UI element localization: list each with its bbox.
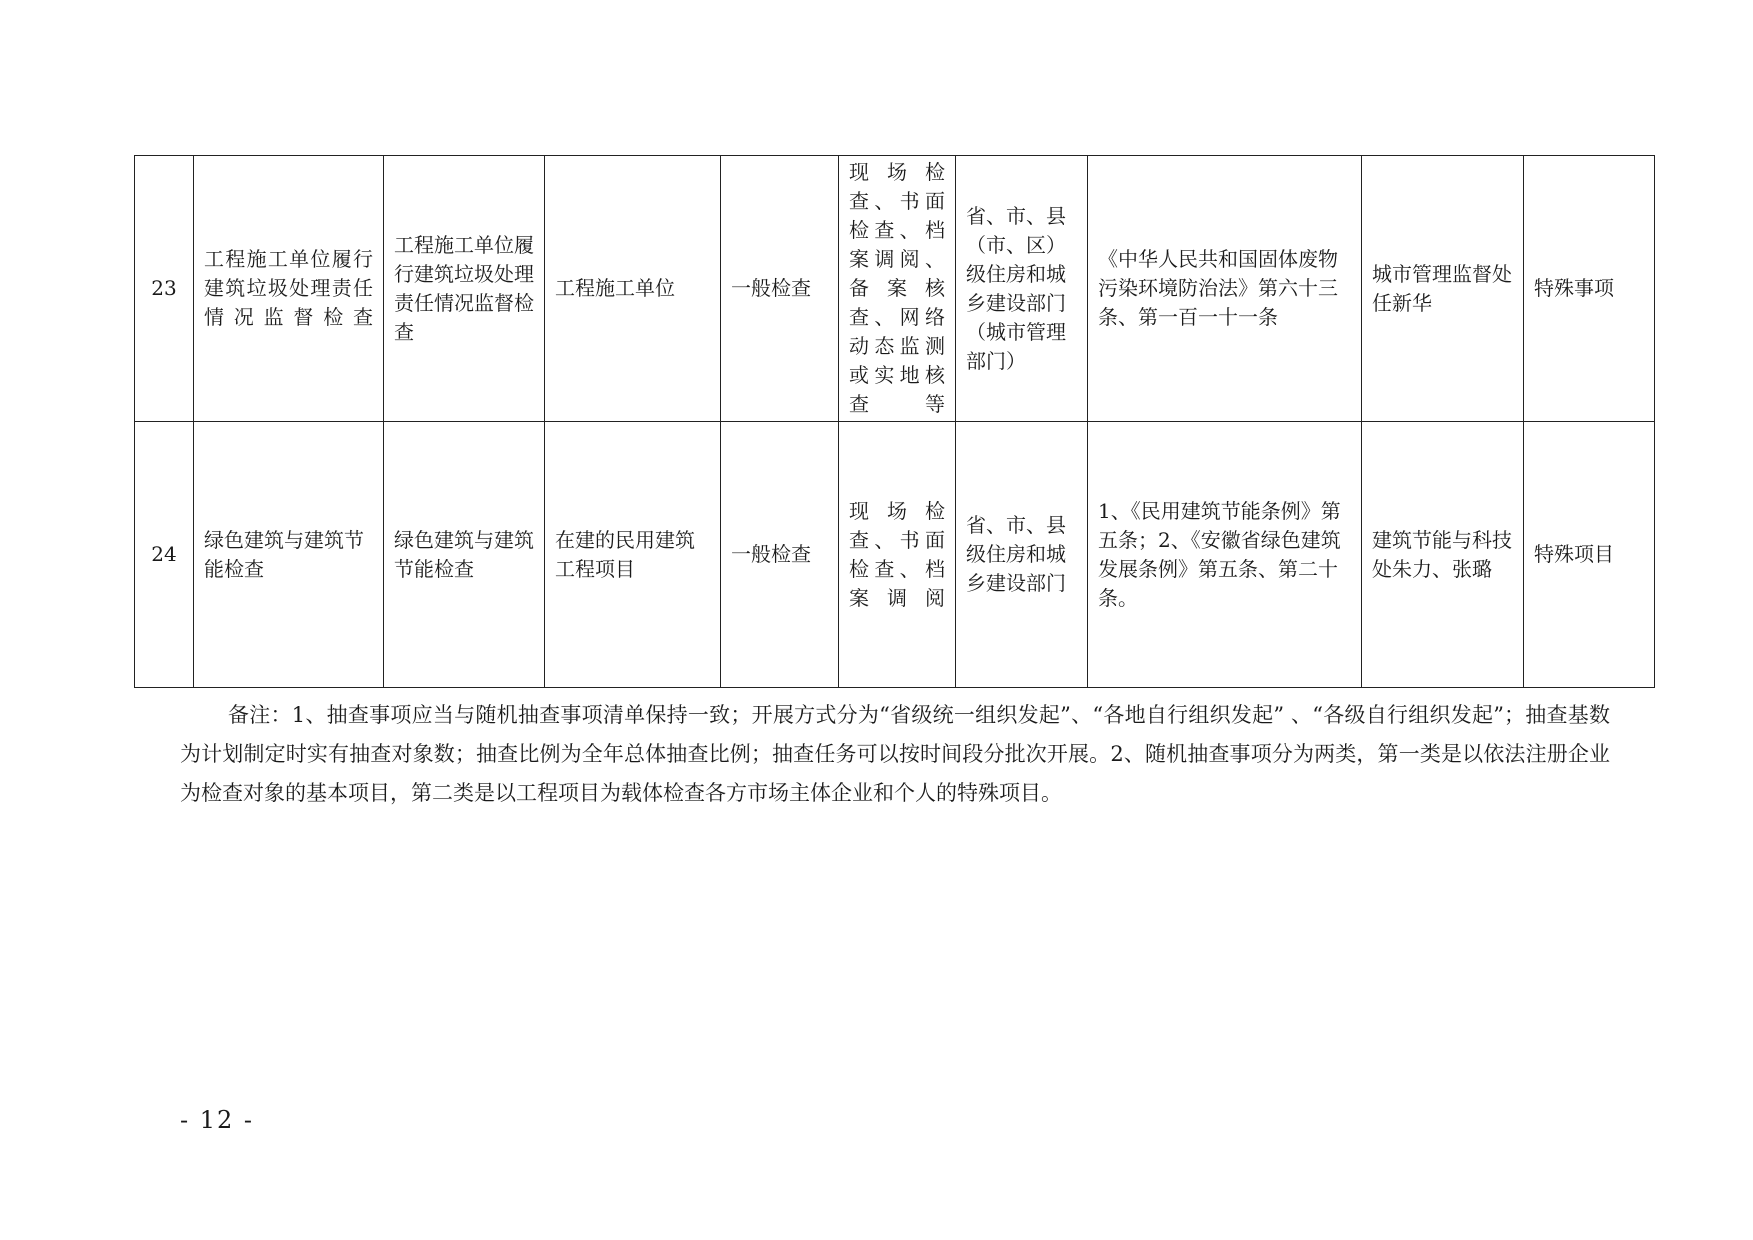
page-number: - 12 - [180, 1106, 255, 1134]
inspection-content: 工程施工单位履行建筑垃圾处理责任情况监督检查 [384, 156, 545, 422]
remarks-note: 备注：1、抽查事项应当与随机抽查事项清单保持一致；开展方式分为“省级统一组织发起”、“各地自行组织发起” 、“各级自行组织发起”；抽查基数为计划制定时实有抽查对象数；抽查比例为全年总体抽查比例；抽查任务可以按时间段分批次开展。2、随机抽查事项分为两类，第一类是以依法注册企业为检查对象的基本项目，第二类是以工程项目为载体检查各方市场主体企业和个人的特殊项目。 [180, 703, 1610, 805]
contact-line: 城市管理监督处 [1372, 261, 1512, 286]
inspection-method: 现场检查、书面检查、档案调阅、备案核查、网络动态监测或实地核查等 [839, 156, 956, 422]
legal-basis: 《中华人民共和国固体废物污染环境防治法》第六十三条、第一百一十一条 [1088, 156, 1362, 422]
table-row [135, 156, 1655, 422]
item-category: 特殊项目 [1524, 422, 1655, 688]
inspection-type: 一般检查 [721, 422, 839, 688]
inspection-table [134, 155, 1655, 688]
inspection-item: 工程施工单位履行建筑垃圾处理责任情况监督检查 [194, 156, 384, 422]
inspection-object: 工程施工单位 [545, 156, 721, 422]
responsible-contact [1362, 422, 1524, 688]
row-number: 24 [135, 422, 194, 688]
item-category: 特殊事项 [1524, 156, 1655, 422]
inspection-department: 省、市、县（市、区）级住房和城乡建设部门（城市管理部门） [956, 156, 1088, 422]
contact-line: 任新华 [1372, 290, 1432, 315]
row-number: 23 [135, 156, 194, 422]
inspection-content: 绿色建筑与建筑节能检查 [384, 422, 545, 688]
inspection-department: 省、市、县级住房和城乡建设部门 [956, 422, 1088, 688]
inspection-item: 绿色建筑与建筑节能检查 [194, 422, 384, 688]
inspection-method: 现场检查、书面检查、档案调阅 [839, 422, 956, 688]
contact-line: 建筑节能与科技处朱力、张璐 [1372, 527, 1512, 581]
legal-basis: 1、《民用建筑节能条例》第五条；2、《安徽省绿色建筑发展条例》第五条、第二十条。 [1088, 422, 1362, 688]
inspection-object: 在建的民用建筑工程项目 [545, 422, 721, 688]
inspection-type: 一般检查 [721, 156, 839, 422]
table-row [135, 422, 1655, 688]
responsible-contact [1362, 156, 1524, 422]
